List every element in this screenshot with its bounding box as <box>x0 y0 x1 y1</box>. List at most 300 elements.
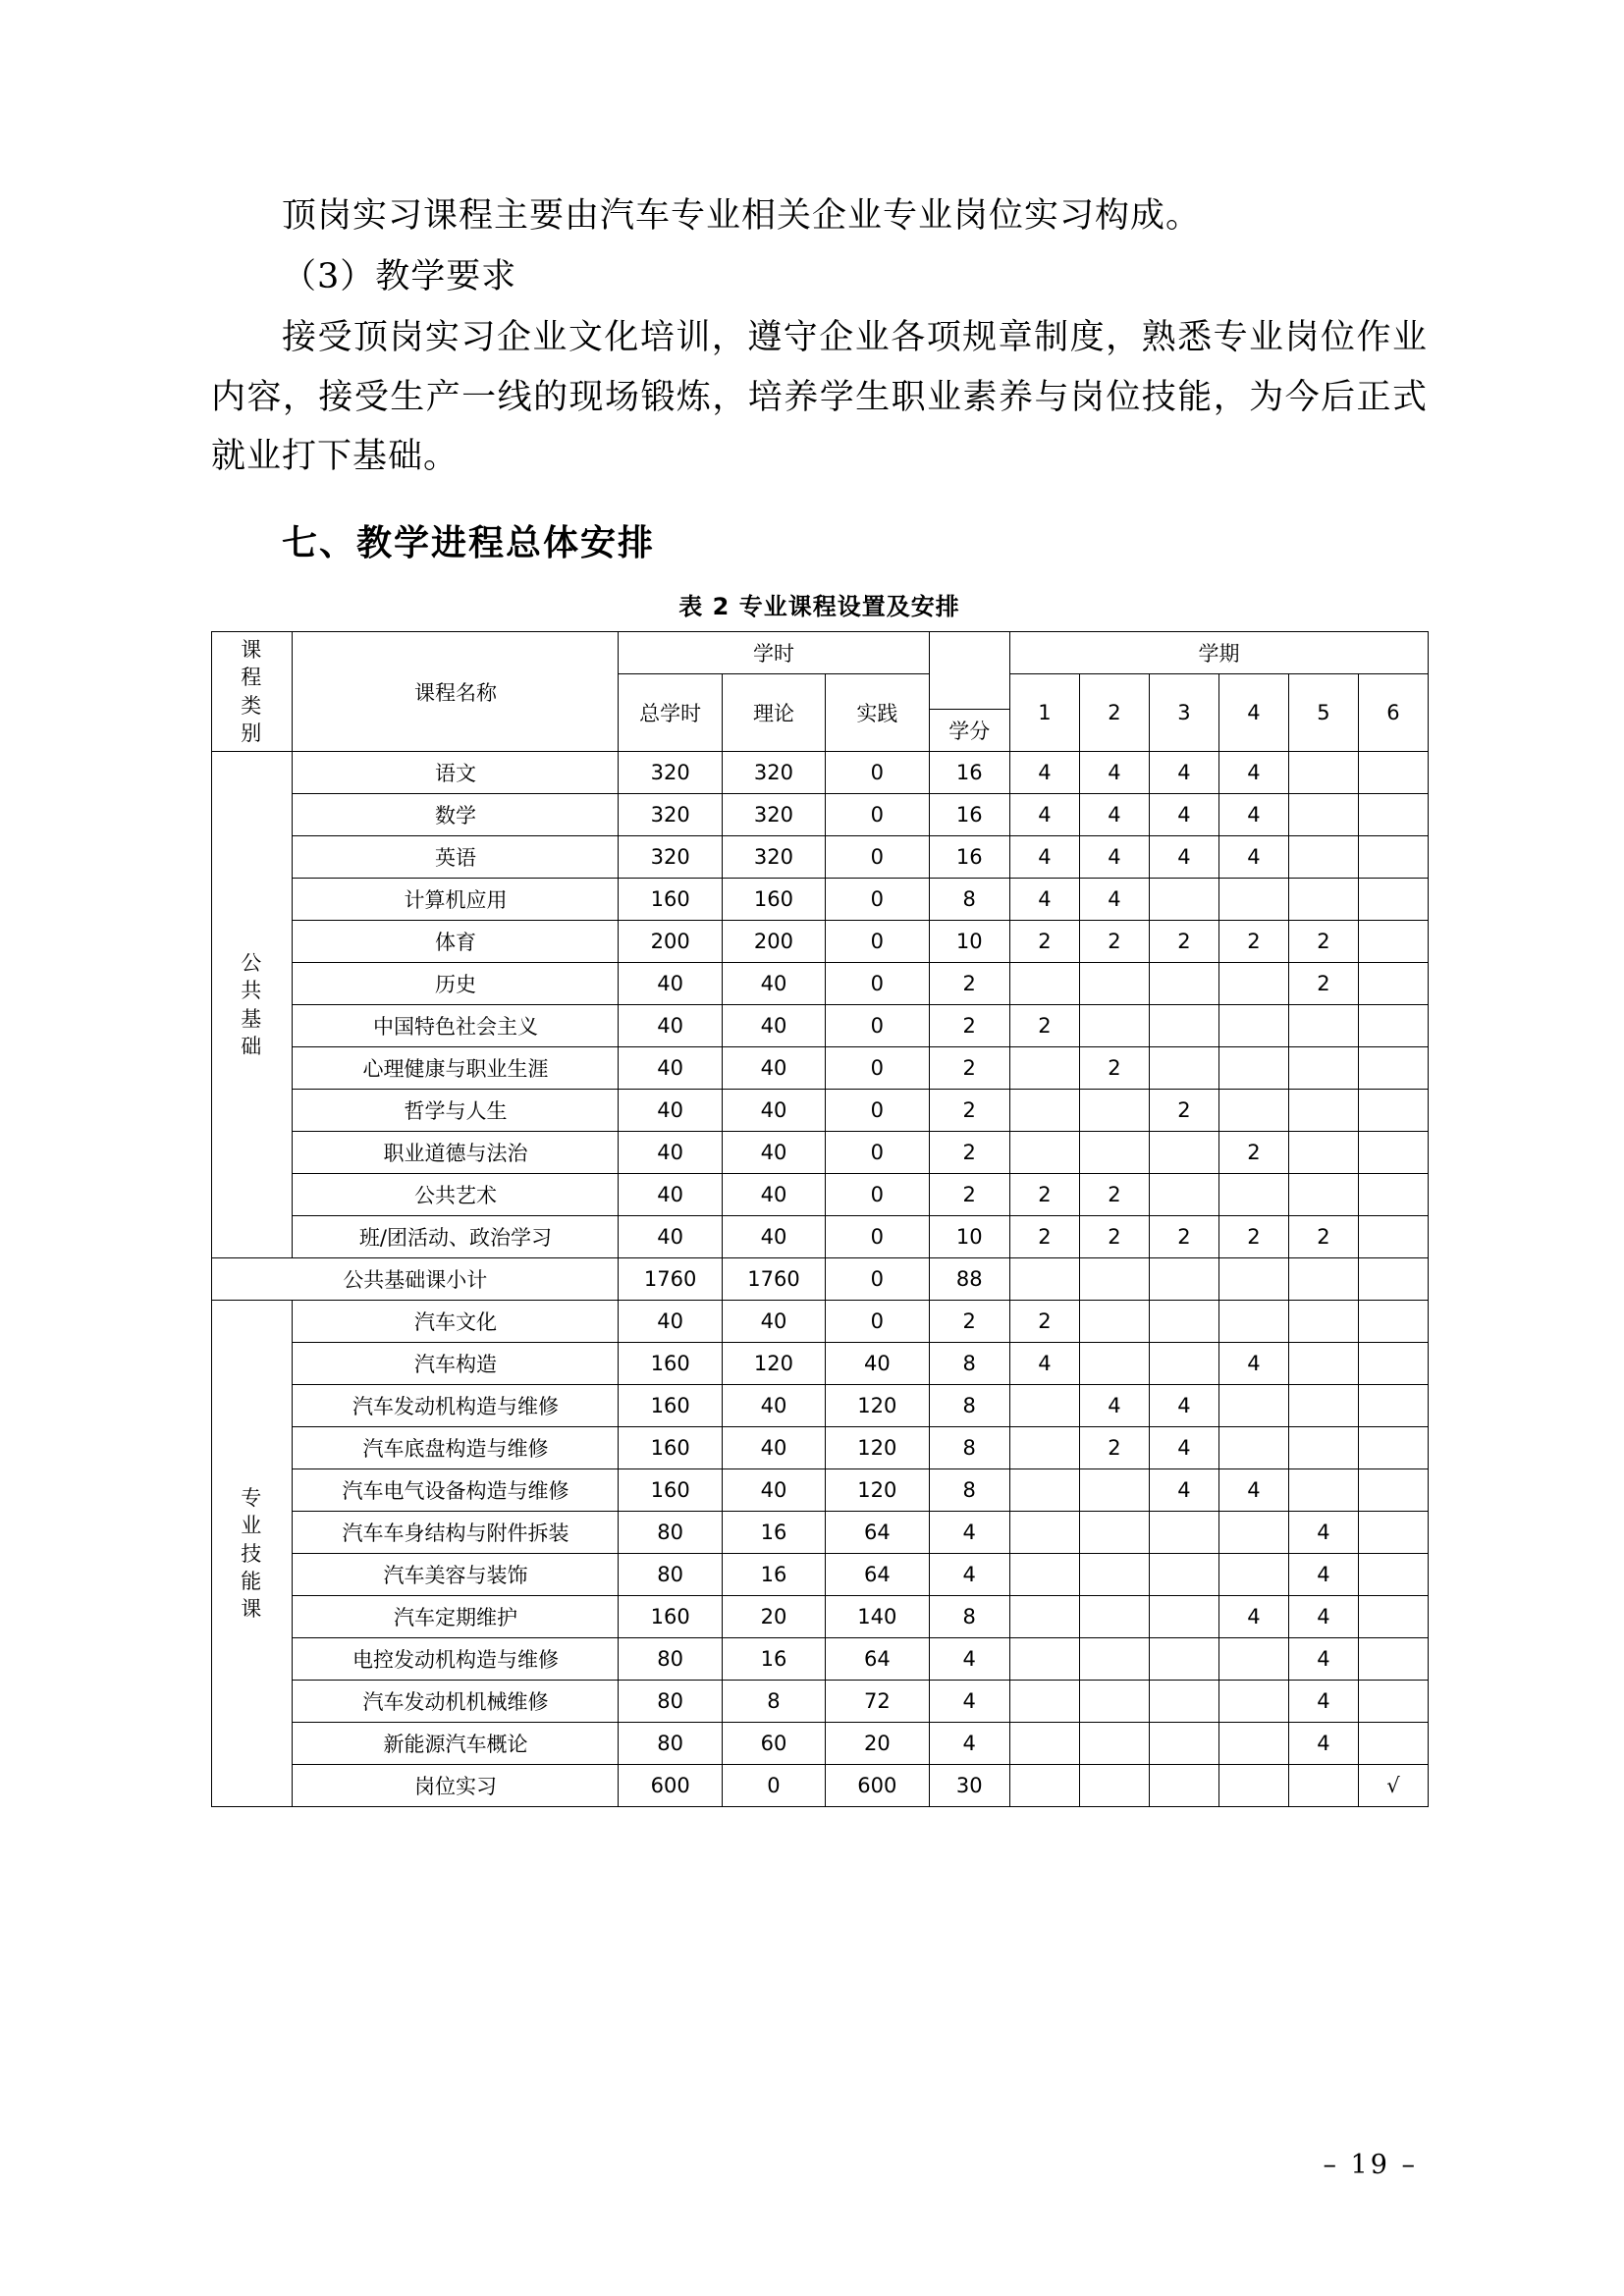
term-2-cell <box>1079 963 1149 1005</box>
total-hours-cell: 600 <box>619 1765 722 1807</box>
table-row <box>212 1301 1429 1343</box>
credits-cell: 2 <box>929 1047 1009 1090</box>
table-row <box>212 752 1429 794</box>
term-4-cell: 2 <box>1218 1132 1288 1174</box>
total-hours-cell: 320 <box>619 836 722 879</box>
theory-hours-cell: 160 <box>722 879 825 921</box>
total-hours-cell: 320 <box>619 794 722 836</box>
course-name-cell: 中国特色社会主义 <box>293 1005 619 1047</box>
theory-hours-cell: 320 <box>722 836 825 879</box>
term-6-cell <box>1358 963 1428 1005</box>
term-6-cell <box>1358 1469 1428 1512</box>
header-term-6: 6 <box>1358 673 1428 751</box>
theory-hours-cell: 40 <box>722 1216 825 1258</box>
term-3-cell <box>1149 1301 1218 1343</box>
course-name-cell: 新能源汽车概论 <box>293 1723 619 1765</box>
term-1-cell: 4 <box>1009 1343 1079 1385</box>
total-hours-cell: 160 <box>619 1427 722 1469</box>
theory-hours-cell: 40 <box>722 1132 825 1174</box>
course-name-cell: 汽车车身结构与附件拆装 <box>293 1512 619 1554</box>
term-2-cell: 4 <box>1079 879 1149 921</box>
term-3-cell <box>1149 1723 1218 1765</box>
total-hours-cell: 40 <box>619 1301 722 1343</box>
practice-hours-cell: 0 <box>826 1090 929 1132</box>
term-3-cell <box>1149 1005 1218 1047</box>
term-5-cell: 4 <box>1288 1554 1358 1596</box>
term-3-cell: 4 <box>1149 1427 1218 1469</box>
category-cell <box>212 1301 293 1807</box>
table-row <box>212 1723 1429 1765</box>
practice-hours-cell: 0 <box>826 1216 929 1258</box>
term-2-cell <box>1079 1681 1149 1723</box>
total-hours-cell: 80 <box>619 1681 722 1723</box>
header-course-name: 课程名称 <box>293 631 619 751</box>
theory-hours-cell: 20 <box>722 1596 825 1638</box>
category-label: 公共基础 <box>241 951 264 1059</box>
subtotal-term-6-cell <box>1358 1258 1428 1301</box>
practice-hours-cell: 0 <box>826 1047 929 1090</box>
term-1-cell: 4 <box>1009 794 1079 836</box>
table-row <box>212 794 1429 836</box>
credits-cell: 8 <box>929 1427 1009 1469</box>
total-hours-cell: 160 <box>619 1385 722 1427</box>
term-1-cell: 2 <box>1009 1301 1079 1343</box>
table-subtotal-row <box>212 1258 1429 1301</box>
subtotal-term-5-cell <box>1288 1258 1358 1301</box>
total-hours-cell: 40 <box>619 963 722 1005</box>
credits-cell: 10 <box>929 1216 1009 1258</box>
practice-hours-cell: 0 <box>826 963 929 1005</box>
credits-cell: 4 <box>929 1723 1009 1765</box>
term-4-cell: 4 <box>1218 1596 1288 1638</box>
practice-hours-cell: 0 <box>826 1174 929 1216</box>
term-2-cell <box>1079 1512 1149 1554</box>
practice-hours-cell: 0 <box>826 1132 929 1174</box>
subtotal-term-3-cell <box>1149 1258 1218 1301</box>
table-row <box>212 1596 1429 1638</box>
term-4-cell: 4 <box>1218 794 1288 836</box>
total-hours-cell: 320 <box>619 752 722 794</box>
course-name-cell: 班/团活动、政治学习 <box>293 1216 619 1258</box>
term-2-cell <box>1079 1005 1149 1047</box>
term-4-cell <box>1218 1681 1288 1723</box>
term-6-cell <box>1358 1427 1428 1469</box>
term-6-cell <box>1358 1723 1428 1765</box>
term-3-cell: 2 <box>1149 921 1218 963</box>
term-5-cell: 4 <box>1288 1681 1358 1723</box>
term-3-cell: 4 <box>1149 794 1218 836</box>
term-3-cell: 2 <box>1149 1090 1218 1132</box>
term-6-cell <box>1358 1047 1428 1090</box>
theory-hours-cell: 16 <box>722 1512 825 1554</box>
total-hours-cell: 160 <box>619 1596 722 1638</box>
term-2-cell: 2 <box>1079 1174 1149 1216</box>
total-hours-cell: 40 <box>619 1005 722 1047</box>
term-1-cell: 2 <box>1009 1216 1079 1258</box>
practice-hours-cell: 64 <box>826 1638 929 1681</box>
subtotal-term-2-cell <box>1079 1258 1149 1301</box>
practice-hours-cell: 120 <box>826 1469 929 1512</box>
table-caption: 表 2 专业课程设置及安排 <box>678 592 960 620</box>
term-5-cell: 2 <box>1288 1216 1358 1258</box>
practice-hours-cell: 0 <box>826 879 929 921</box>
term-6-cell <box>1358 1301 1428 1343</box>
theory-hours-cell: 40 <box>722 1385 825 1427</box>
term-3-cell <box>1149 1554 1218 1596</box>
term-1-cell <box>1009 1047 1079 1090</box>
term-4-cell <box>1218 1723 1288 1765</box>
table-row <box>212 1090 1429 1132</box>
course-name-cell: 汽车底盘构造与维修 <box>293 1427 619 1469</box>
term-1-cell: 4 <box>1009 836 1079 879</box>
practice-hours-cell: 600 <box>826 1765 929 1807</box>
credits-cell: 4 <box>929 1638 1009 1681</box>
credits-cell: 16 <box>929 752 1009 794</box>
term-6-cell <box>1358 1005 1428 1047</box>
table-row <box>212 1765 1429 1807</box>
term-1-cell: 2 <box>1009 921 1079 963</box>
course-name-cell: 汽车发动机构造与维修 <box>293 1385 619 1427</box>
term-1-cell <box>1009 1090 1079 1132</box>
subtotal-total-hours-cell: 1760 <box>619 1258 722 1301</box>
table-row <box>212 1216 1429 1258</box>
practice-hours-cell: 72 <box>826 1681 929 1723</box>
term-3-cell: 2 <box>1149 1216 1218 1258</box>
subtotal-term-4-cell <box>1218 1258 1288 1301</box>
term-3-cell <box>1149 1047 1218 1090</box>
term-5-cell: 4 <box>1288 1596 1358 1638</box>
term-5-cell <box>1288 1343 1358 1385</box>
subtotal-practice-hours-cell: 0 <box>826 1258 929 1301</box>
term-4-cell: 4 <box>1218 1343 1288 1385</box>
term-4-cell <box>1218 1512 1288 1554</box>
header-credits-label: 学分 <box>929 710 1009 752</box>
course-name-cell: 岗位实习 <box>293 1765 619 1807</box>
theory-hours-cell: 16 <box>722 1638 825 1681</box>
term-2-cell <box>1079 1301 1149 1343</box>
term-5-cell <box>1288 1427 1358 1469</box>
term-2-cell <box>1079 1090 1149 1132</box>
credits-cell: 8 <box>929 1469 1009 1512</box>
page-number: – 19 – <box>1323 2150 1418 2180</box>
table-row <box>212 1554 1429 1596</box>
course-name-cell: 汽车美容与装饰 <box>293 1554 619 1596</box>
total-hours-cell: 40 <box>619 1090 722 1132</box>
course-name-cell: 体育 <box>293 921 619 963</box>
term-4-cell <box>1218 1174 1288 1216</box>
theory-hours-cell: 0 <box>722 1765 825 1807</box>
credits-cell: 2 <box>929 963 1009 1005</box>
term-5-cell <box>1288 1469 1358 1512</box>
header-category <box>212 631 293 751</box>
total-hours-cell: 160 <box>619 1469 722 1512</box>
term-1-cell <box>1009 963 1079 1005</box>
course-name-cell: 计算机应用 <box>293 879 619 921</box>
term-4-cell <box>1218 963 1288 1005</box>
practice-hours-cell: 64 <box>826 1554 929 1596</box>
course-name-cell: 历史 <box>293 963 619 1005</box>
course-name-cell: 英语 <box>293 836 619 879</box>
credits-cell: 8 <box>929 1343 1009 1385</box>
table-body <box>212 752 1429 1807</box>
term-6-cell <box>1358 1090 1428 1132</box>
credits-cell: 2 <box>929 1005 1009 1047</box>
theory-hours-cell: 120 <box>722 1343 825 1385</box>
table-row <box>212 1427 1429 1469</box>
term-4-cell <box>1218 1554 1288 1596</box>
term-2-cell <box>1079 1723 1149 1765</box>
course-name-cell: 公共艺术 <box>293 1174 619 1216</box>
course-name-cell: 哲学与人生 <box>293 1090 619 1132</box>
theory-hours-cell: 60 <box>722 1723 825 1765</box>
theory-hours-cell: 40 <box>722 1090 825 1132</box>
header-category-label: 课程类别 <box>241 637 264 745</box>
total-hours-cell: 40 <box>619 1174 722 1216</box>
term-6-cell <box>1358 1512 1428 1554</box>
term-6-cell <box>1358 921 1428 963</box>
subtotal-name-cell: 公共基础课小计 <box>212 1258 619 1301</box>
term-5-cell: 2 <box>1288 921 1358 963</box>
theory-hours-cell: 40 <box>722 1174 825 1216</box>
term-2-cell: 2 <box>1079 1216 1149 1258</box>
practice-hours-cell: 20 <box>826 1723 929 1765</box>
header-row-1 <box>212 631 1429 673</box>
course-name-cell: 数学 <box>293 794 619 836</box>
term-5-cell <box>1288 1301 1358 1343</box>
table-row <box>212 1132 1429 1174</box>
term-4-cell <box>1218 1385 1288 1427</box>
term-4-cell: 4 <box>1218 1469 1288 1512</box>
term-1-cell <box>1009 1554 1079 1596</box>
header-total-hours: 总学时 <box>619 673 722 751</box>
theory-hours-cell: 40 <box>722 1427 825 1469</box>
term-1-cell <box>1009 1512 1079 1554</box>
practice-hours-cell: 0 <box>826 836 929 879</box>
practice-hours-cell: 120 <box>826 1427 929 1469</box>
term-4-cell <box>1218 1047 1288 1090</box>
paragraph-3: 接受顶岗实习企业文化培训，遵守企业各项规章制度，熟悉专业岗位作业内容，接受生产一线的现场锻炼，培养学生职业素养与岗位技能，为今后正式就业打下基础。 <box>211 318 1428 476</box>
subtotal-theory-hours-cell: 1760 <box>722 1258 825 1301</box>
term-3-cell <box>1149 879 1218 921</box>
table-row <box>212 1469 1429 1512</box>
term-1-cell <box>1009 1427 1079 1469</box>
term-3-cell <box>1149 1343 1218 1385</box>
term-4-cell <box>1218 1427 1288 1469</box>
theory-hours-cell: 40 <box>722 1469 825 1512</box>
term-1-cell: 2 <box>1009 1005 1079 1047</box>
term-1-cell <box>1009 1723 1079 1765</box>
table-row <box>212 1005 1429 1047</box>
term-2-cell <box>1079 1554 1149 1596</box>
term-2-cell: 2 <box>1079 921 1149 963</box>
course-name-cell: 汽车发动机机械维修 <box>293 1681 619 1723</box>
term-1-cell <box>1009 1596 1079 1638</box>
course-name-cell: 汽车电气设备构造与维修 <box>293 1469 619 1512</box>
practice-hours-cell: 0 <box>826 794 929 836</box>
credits-cell: 4 <box>929 1681 1009 1723</box>
course-name-cell: 职业道德与法治 <box>293 1132 619 1174</box>
total-hours-cell: 160 <box>619 1343 722 1385</box>
term-2-cell: 4 <box>1079 794 1149 836</box>
header-credits <box>929 631 1009 709</box>
practice-hours-cell: 0 <box>826 1005 929 1047</box>
credits-cell: 2 <box>929 1174 1009 1216</box>
table-row <box>212 1638 1429 1681</box>
term-3-cell <box>1149 963 1218 1005</box>
term-5-cell <box>1288 794 1358 836</box>
term-5-cell <box>1288 1765 1358 1807</box>
term-4-cell <box>1218 1765 1288 1807</box>
term-2-cell <box>1079 1343 1149 1385</box>
term-3-cell: 4 <box>1149 1385 1218 1427</box>
total-hours-cell: 80 <box>619 1512 722 1554</box>
credits-cell: 4 <box>929 1512 1009 1554</box>
course-name-cell: 电控发动机构造与维修 <box>293 1638 619 1681</box>
header-practice: 实践 <box>826 673 929 751</box>
term-6-cell: √ <box>1358 1765 1428 1807</box>
table-header <box>212 631 1429 751</box>
term-5-cell <box>1288 752 1358 794</box>
term-3-cell <box>1149 1638 1218 1681</box>
course-name-cell: 汽车定期维护 <box>293 1596 619 1638</box>
credits-cell: 4 <box>929 1554 1009 1596</box>
credits-cell: 8 <box>929 879 1009 921</box>
table-row <box>212 1047 1429 1090</box>
credits-cell: 8 <box>929 1385 1009 1427</box>
term-6-cell <box>1358 1343 1428 1385</box>
term-4-cell <box>1218 1090 1288 1132</box>
category-cell <box>212 752 293 1258</box>
total-hours-cell: 40 <box>619 1216 722 1258</box>
header-term-5: 5 <box>1288 673 1358 751</box>
table-row <box>212 1681 1429 1723</box>
term-1-cell <box>1009 1132 1079 1174</box>
term-5-cell <box>1288 879 1358 921</box>
subtotal-credits-cell: 88 <box>929 1258 1009 1301</box>
term-6-cell <box>1358 794 1428 836</box>
term-1-cell <box>1009 1765 1079 1807</box>
credits-cell: 8 <box>929 1596 1009 1638</box>
term-2-cell: 4 <box>1079 836 1149 879</box>
term-1-cell <box>1009 1469 1079 1512</box>
term-2-cell: 2 <box>1079 1427 1149 1469</box>
theory-hours-cell: 320 <box>722 794 825 836</box>
theory-hours-cell: 40 <box>722 963 825 1005</box>
paragraph-2: （3）教学要求 <box>282 257 517 297</box>
theory-hours-cell: 40 <box>722 1005 825 1047</box>
total-hours-cell: 40 <box>619 1132 722 1174</box>
term-3-cell <box>1149 1596 1218 1638</box>
course-schedule-table <box>211 631 1429 1807</box>
term-5-cell <box>1288 836 1358 879</box>
term-2-cell <box>1079 1469 1149 1512</box>
practice-hours-cell: 140 <box>826 1596 929 1638</box>
term-2-cell <box>1079 1132 1149 1174</box>
table-row <box>212 963 1429 1005</box>
table-row <box>212 1174 1429 1216</box>
course-name-cell: 汽车文化 <box>293 1301 619 1343</box>
term-6-cell <box>1358 1132 1428 1174</box>
table-row <box>212 1385 1429 1427</box>
header-term-4: 4 <box>1218 673 1288 751</box>
term-4-cell <box>1218 1638 1288 1681</box>
total-hours-cell: 80 <box>619 1723 722 1765</box>
term-6-cell <box>1358 1638 1428 1681</box>
theory-hours-cell: 40 <box>722 1301 825 1343</box>
term-3-cell <box>1149 1681 1218 1723</box>
term-2-cell: 2 <box>1079 1047 1149 1090</box>
term-6-cell <box>1358 879 1428 921</box>
term-6-cell <box>1358 836 1428 879</box>
total-hours-cell: 160 <box>619 879 722 921</box>
term-1-cell: 2 <box>1009 1174 1079 1216</box>
term-4-cell <box>1218 879 1288 921</box>
term-2-cell: 4 <box>1079 1385 1149 1427</box>
theory-hours-cell: 320 <box>722 752 825 794</box>
credits-cell: 30 <box>929 1765 1009 1807</box>
term-1-cell: 4 <box>1009 879 1079 921</box>
practice-hours-cell: 0 <box>826 921 929 963</box>
term-2-cell <box>1079 1638 1149 1681</box>
term-5-cell: 4 <box>1288 1638 1358 1681</box>
header-hours-group: 学时 <box>619 631 929 673</box>
term-1-cell <box>1009 1638 1079 1681</box>
practice-hours-cell: 0 <box>826 1301 929 1343</box>
term-6-cell <box>1358 1554 1428 1596</box>
course-name-cell: 心理健康与职业生涯 <box>293 1047 619 1090</box>
header-term-2: 2 <box>1079 673 1149 751</box>
course-name-cell: 汽车构造 <box>293 1343 619 1385</box>
term-5-cell: 4 <box>1288 1723 1358 1765</box>
credits-cell: 16 <box>929 836 1009 879</box>
table-row <box>212 836 1429 879</box>
section-title: 七、教学进程总体安排 <box>282 522 656 563</box>
practice-hours-cell: 64 <box>826 1512 929 1554</box>
category-label: 专业技能课 <box>241 1485 264 1622</box>
table-row <box>212 921 1429 963</box>
term-5-cell <box>1288 1005 1358 1047</box>
theory-hours-cell: 40 <box>722 1047 825 1090</box>
term-5-cell <box>1288 1385 1358 1427</box>
practice-hours-cell: 0 <box>826 752 929 794</box>
term-3-cell: 4 <box>1149 836 1218 879</box>
term-4-cell: 2 <box>1218 921 1288 963</box>
total-hours-cell: 200 <box>619 921 722 963</box>
theory-hours-cell: 8 <box>722 1681 825 1723</box>
term-1-cell <box>1009 1681 1079 1723</box>
term-4-cell: 4 <box>1218 752 1288 794</box>
term-5-cell <box>1288 1090 1358 1132</box>
term-5-cell: 2 <box>1288 963 1358 1005</box>
credits-cell: 2 <box>929 1132 1009 1174</box>
total-hours-cell: 40 <box>619 1047 722 1090</box>
term-5-cell <box>1288 1047 1358 1090</box>
term-1-cell <box>1009 1385 1079 1427</box>
theory-hours-cell: 200 <box>722 921 825 963</box>
term-3-cell: 4 <box>1149 1469 1218 1512</box>
term-6-cell <box>1358 1174 1428 1216</box>
term-6-cell <box>1358 1681 1428 1723</box>
term-6-cell <box>1358 1216 1428 1258</box>
term-1-cell: 4 <box>1009 752 1079 794</box>
subtotal-term-1-cell <box>1009 1258 1079 1301</box>
course-name-cell: 语文 <box>293 752 619 794</box>
term-3-cell <box>1149 1174 1218 1216</box>
term-6-cell <box>1358 1385 1428 1427</box>
term-3-cell <box>1149 1132 1218 1174</box>
term-5-cell: 4 <box>1288 1512 1358 1554</box>
practice-hours-cell: 120 <box>826 1385 929 1427</box>
